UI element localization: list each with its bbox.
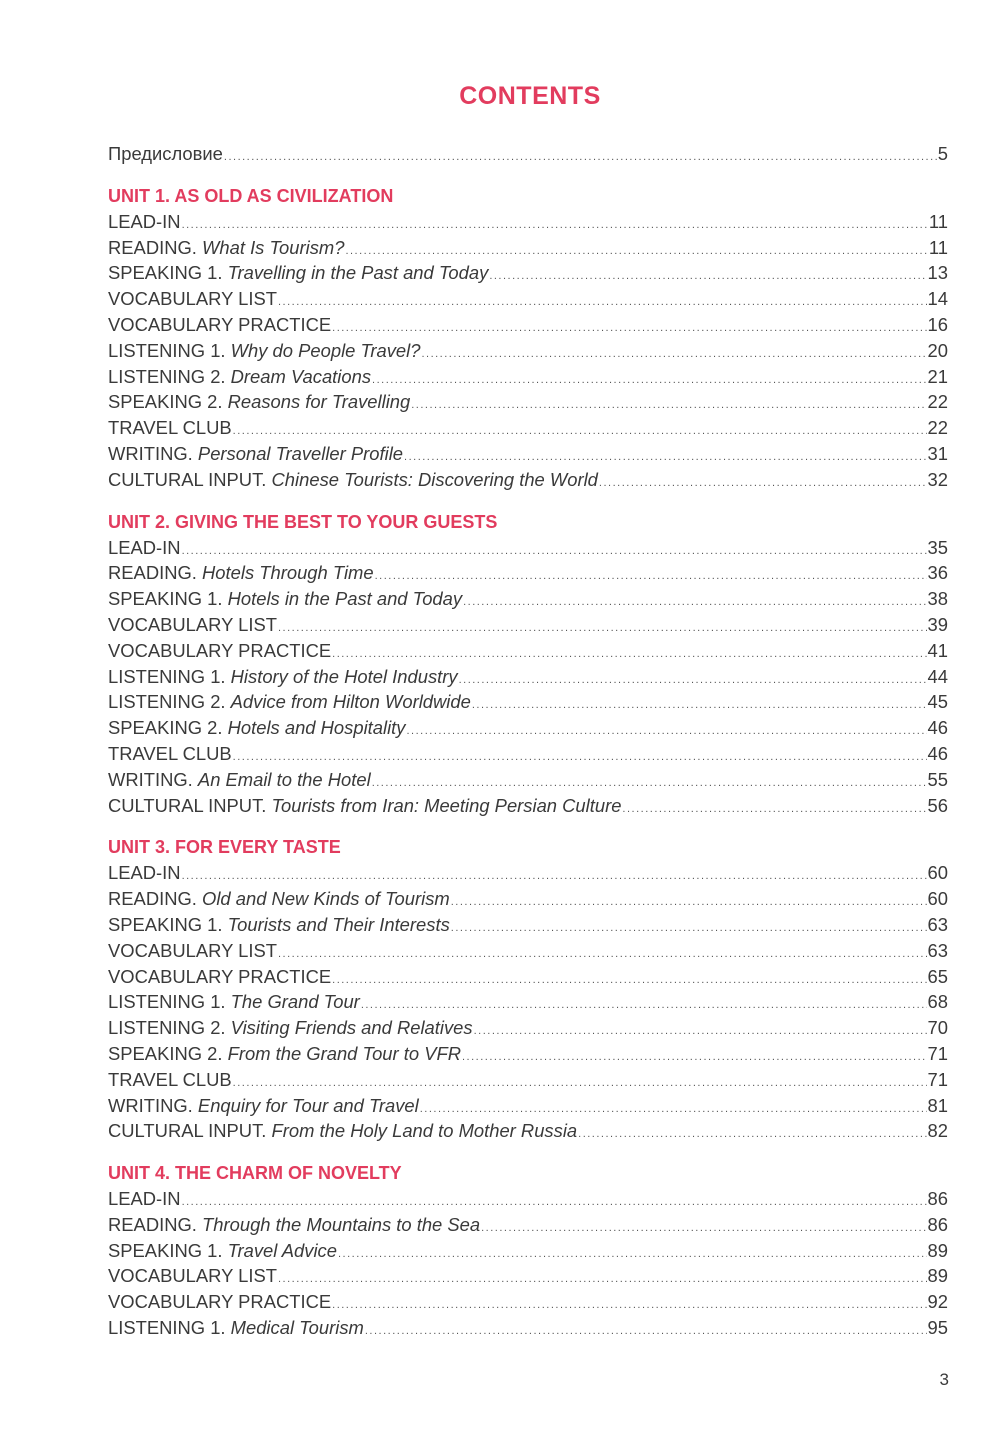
toc-entry-label: LISTENING 2. — [108, 691, 226, 713]
units-list — [108, 183, 948, 1341]
toc-entry-label: LEAD-IN — [108, 210, 181, 232]
toc-entry-title — [108, 1238, 337, 1264]
toc-entry-label: VOCABULARY LIST — [108, 613, 277, 635]
toc-entry-title — [108, 535, 181, 561]
toc-entry-title — [108, 1015, 473, 1041]
toc-entry-label: LISTENING 1. — [108, 665, 226, 687]
dot-leader — [332, 316, 926, 342]
toc-entry[interactable] — [108, 338, 948, 364]
toc-entry[interactable] — [108, 441, 948, 467]
toc-entry-label: SPEAKING 1. — [108, 588, 223, 610]
toc-entry[interactable] — [108, 715, 948, 741]
toc-entry[interactable] — [108, 286, 948, 312]
toc-entry[interactable] — [108, 638, 948, 664]
toc-entry-label: SPEAKING 1. — [108, 262, 223, 284]
toc-entry-page: 86 — [927, 1188, 948, 1210]
toc-entry[interactable] — [108, 389, 948, 415]
toc-entry-page: 46 — [927, 742, 948, 764]
toc-entry[interactable] — [108, 741, 948, 767]
toc-entry-subtitle: History of the Hotel Industry — [230, 665, 458, 687]
toc-entry-page: 44 — [927, 665, 948, 687]
toc-entry-page: 60 — [927, 862, 948, 884]
toc-entry-page: 65 — [927, 965, 948, 987]
toc-entry-page: 5 — [937, 143, 948, 164]
toc-entry-subtitle: Hotels Through Time — [202, 562, 374, 584]
dot-leader — [489, 264, 926, 290]
toc-entry-title — [108, 1289, 331, 1315]
dot-leader — [406, 719, 926, 745]
toc-entry-page: 68 — [927, 991, 948, 1013]
toc-entry-page: 39 — [927, 613, 948, 635]
toc-entry-page: 89 — [927, 1239, 948, 1261]
toc-entry-title — [108, 938, 277, 964]
toc-entry-subtitle: Dream Vacations — [230, 365, 372, 387]
toc-entry[interactable] — [108, 767, 948, 793]
toc-entry-label: READING. — [108, 236, 197, 258]
toc-entry-label: SPEAKING 2. — [108, 1042, 223, 1064]
toc-entry-title — [108, 793, 621, 819]
toc-entry[interactable] — [108, 1186, 948, 1212]
toc-entry-page: 95 — [927, 1317, 948, 1339]
toc-entry-title — [108, 886, 450, 912]
dot-leader — [421, 342, 926, 368]
toc-entry-page: 63 — [927, 939, 948, 961]
dot-leader — [278, 616, 927, 642]
toc-entry-subtitle: Why do People Travel? — [230, 339, 421, 361]
toc-entry-subtitle: Visiting Friends and Relatives — [230, 1017, 473, 1039]
toc-entry-label: VOCABULARY PRACTICE — [108, 965, 332, 987]
toc-entry-title — [108, 441, 403, 467]
toc-entry-page: 81 — [927, 1094, 948, 1116]
toc-entry-subtitle: What Is Tourism? — [202, 236, 345, 258]
toc-entry-title — [108, 664, 458, 690]
toc-entry-title — [108, 989, 360, 1015]
toc-entry-subtitle: The Grand Tour — [230, 991, 360, 1013]
dot-leader — [332, 1293, 926, 1319]
toc-entry-label: VOCABULARY PRACTICE — [108, 313, 332, 335]
toc-entry-page: 13 — [927, 262, 948, 284]
toc-entry[interactable] — [108, 1041, 948, 1067]
toc-entry-title — [108, 338, 420, 364]
toc-entry-subtitle: Hotels in the Past and Today — [227, 588, 463, 610]
toc-entry-label: SPEAKING 1. — [108, 913, 223, 935]
toc-entry-title — [108, 964, 331, 990]
unit-heading: UNIT 3. FOR EVERY TASTE — [108, 837, 341, 858]
toc-entry[interactable] — [108, 612, 948, 638]
dot-leader — [338, 1242, 927, 1268]
dot-leader — [411, 393, 926, 419]
toc-entry-subtitle: Through the Mountains to the Sea — [202, 1213, 481, 1235]
dot-leader — [481, 1216, 926, 1242]
toc-entry-label: VOCABULARY LIST — [108, 939, 277, 961]
toc-entry[interactable] — [108, 1015, 948, 1041]
toc-entry-title — [108, 715, 405, 741]
toc-entry-title — [108, 586, 462, 612]
toc-entry-label: LISTENING 1. — [108, 339, 226, 361]
toc-entry-title — [108, 741, 232, 767]
toc-entry-page: 71 — [927, 1042, 948, 1064]
toc-entry-page: 89 — [927, 1265, 948, 1287]
toc-entry-title — [108, 209, 181, 235]
toc-entry-page: 38 — [927, 588, 948, 610]
toc-entry-subtitle: Tourists from Iran: Meeting Persian Culture — [271, 794, 622, 816]
toc-entry[interactable] — [108, 1067, 948, 1093]
toc-entry-subtitle: Chinese Tourists: Discovering the World — [271, 468, 598, 490]
toc-entry[interactable] — [108, 415, 948, 441]
dot-leader — [462, 1045, 927, 1071]
toc-entry-title — [108, 235, 344, 261]
toc-entry-title — [108, 612, 277, 638]
toc-entry-page: 45 — [927, 691, 948, 713]
toc-entry-label: LISTENING 1. — [108, 991, 226, 1013]
toc-entry-label: CULTURAL INPUT. — [108, 794, 267, 816]
toc-entry[interactable] — [108, 964, 948, 990]
dot-leader — [599, 471, 927, 497]
toc-entry-page: 22 — [927, 417, 948, 439]
toc-entry-page: 71 — [927, 1068, 948, 1090]
toc-entry-subtitle: Enquiry for Tour and Travel — [197, 1094, 419, 1116]
toc-entry-title — [108, 560, 374, 586]
toc-entry-title — [108, 1212, 480, 1238]
toc-entry-label: VOCABULARY PRACTICE — [108, 1291, 332, 1313]
toc-entry-title — [108, 689, 471, 715]
toc-entry[interactable] — [108, 209, 948, 235]
toc-entry-subtitle: Tourists and Their Interests — [227, 913, 450, 935]
toc-entry-title — [108, 1186, 181, 1212]
toc-entry[interactable] — [108, 1238, 948, 1264]
dot-leader — [278, 290, 927, 316]
toc-entry-page: 22 — [927, 391, 948, 413]
toc-entry-label: CULTURAL INPUT. — [108, 1120, 267, 1142]
toc-entry-page: 11 — [928, 236, 948, 258]
dot-leader — [451, 890, 927, 916]
toc-entry-label: VOCABULARY PRACTICE — [108, 639, 332, 661]
toc-entry-label: WRITING. — [108, 768, 193, 790]
toc-entry-page: 16 — [927, 313, 948, 335]
toc-entry-title — [108, 364, 371, 390]
toc-entry-subtitle: Travel Advice — [227, 1239, 337, 1261]
toc-entry-subtitle: Advice from Hilton Worldwide — [230, 691, 471, 713]
toc-entry-label: READING. — [108, 1213, 197, 1235]
toc-entry-subtitle: Personal Traveller Profile — [197, 442, 404, 464]
unit-heading: UNIT 2. GIVING THE BEST TO YOUR GUESTS — [108, 511, 498, 532]
toc-entry[interactable] — [108, 312, 948, 338]
toc-entry-label: TRAVEL CLUB — [108, 1068, 232, 1090]
toc-entry-label: VOCABULARY LIST — [108, 288, 277, 310]
toc-entry-subtitle: Reasons for Travelling — [227, 391, 411, 413]
dot-leader — [278, 942, 927, 968]
toc-entry-title — [108, 1093, 419, 1119]
toc-entry-title — [108, 1067, 232, 1093]
dot-leader — [372, 368, 927, 394]
toc-entry[interactable] — [108, 1118, 948, 1144]
dot-leader — [365, 1319, 927, 1345]
toc-entry-label: WRITING. — [108, 1094, 193, 1116]
toc-entry-label: LISTENING 1. — [108, 1317, 226, 1339]
toc-entry-page: 35 — [927, 536, 948, 558]
toc-entry-label: LISTENING 2. — [108, 365, 226, 387]
toc-entry-subtitle: Hotels and Hospitality — [227, 717, 406, 739]
toc-entry-title — [108, 415, 232, 441]
toc-entry-page: 56 — [927, 794, 948, 816]
toc-entry[interactable] — [108, 1315, 948, 1341]
toc-entry[interactable] — [108, 560, 948, 586]
toc-entry-label: Предисловие — [108, 143, 223, 164]
toc-entry-page: 41 — [927, 639, 948, 661]
toc-entry-title — [108, 467, 598, 493]
dot-leader — [472, 693, 927, 719]
toc-entry-title — [108, 1263, 277, 1289]
toc-entry-label: LEAD-IN — [108, 862, 181, 884]
toc-entry[interactable] — [108, 586, 948, 612]
toc-entry[interactable] — [108, 689, 948, 715]
dot-leader — [463, 590, 926, 616]
toc-entry-title — [108, 912, 450, 938]
toc-entry-label: LEAD-IN — [108, 1188, 181, 1210]
toc-entry-title — [108, 141, 223, 167]
toc-entry[interactable] — [108, 1212, 948, 1238]
toc-entry[interactable] — [108, 886, 948, 912]
dot-leader — [474, 1019, 927, 1045]
toc-entry[interactable] — [108, 989, 948, 1015]
toc-entry-title — [108, 767, 371, 793]
toc-entry-label: TRAVEL CLUB — [108, 742, 232, 764]
page-number: 3 — [939, 1370, 949, 1389]
toc-entry[interactable] — [108, 793, 948, 819]
toc-entry[interactable] — [108, 467, 948, 493]
toc-entry[interactable] — [108, 1263, 948, 1289]
dot-leader — [578, 1122, 926, 1148]
toc-entry-title — [108, 1041, 461, 1067]
toc-entry-page: 86 — [927, 1213, 948, 1235]
dot-leader — [224, 145, 937, 171]
toc-entry-title — [108, 312, 331, 338]
toc-entry-label: READING. — [108, 888, 197, 910]
toc-entry-title — [108, 860, 181, 886]
toc-entry-label: READING. — [108, 562, 197, 584]
dot-leader — [622, 797, 926, 823]
toc-entry-label: LEAD-IN — [108, 536, 181, 558]
toc-entry[interactable] — [108, 364, 948, 390]
dot-leader — [459, 668, 927, 694]
toc-entry-subtitle: An Email to the Hotel — [197, 768, 371, 790]
toc-entry-title — [108, 286, 277, 312]
toc-entry-subtitle: Old and New Kinds of Tourism — [202, 888, 450, 910]
toc-entry-page: 11 — [928, 210, 948, 232]
toc-entry-label: LISTENING 2. — [108, 1017, 226, 1039]
toc-entry-page: 60 — [927, 888, 948, 910]
toc-entry-page: 70 — [927, 1017, 948, 1039]
toc-entry-page: 31 — [927, 442, 948, 464]
toc-entry-label: CULTURAL INPUT. — [108, 468, 267, 490]
toc-entry-page: 46 — [927, 717, 948, 739]
toc-entry-title — [108, 1315, 364, 1341]
unit-heading: UNIT 4. THE CHARM OF NOVELTY — [108, 1163, 402, 1184]
toc-entry[interactable] — [108, 912, 948, 938]
toc-entry[interactable] — [108, 535, 948, 561]
toc-entry-page: 32 — [927, 468, 948, 490]
toc-entry-subtitle: Travelling in the Past and Today — [227, 262, 489, 284]
toc-entry-subtitle: Medical Tourism — [230, 1317, 364, 1339]
toc-entry-label: TRAVEL CLUB — [108, 417, 232, 439]
toc-entry[interactable] — [108, 664, 948, 690]
toc-entry-page: 92 — [927, 1291, 948, 1313]
dot-leader — [451, 916, 927, 942]
page-title: CONTENTS — [459, 82, 601, 110]
toc-entry[interactable] — [108, 260, 948, 286]
toc-entry[interactable] — [108, 860, 948, 886]
toc-entry-page: 20 — [927, 339, 948, 361]
toc-entry-page: 36 — [927, 562, 948, 584]
toc-entry-title — [108, 1118, 577, 1144]
toc-entry[interactable] — [108, 1289, 948, 1315]
toc-entry-page: 82 — [927, 1120, 948, 1142]
toc-entry-subtitle: From the Holy Land to Mother Russia — [271, 1120, 578, 1142]
toc-entry-page: 14 — [927, 288, 948, 310]
toc-entry-label: SPEAKING 2. — [108, 717, 223, 739]
unit-heading: UNIT 1. AS OLD AS CIVILIZATION — [108, 185, 394, 206]
toc-entry[interactable] — [108, 1093, 948, 1119]
toc-entry-title — [108, 638, 331, 664]
table-of-contents — [108, 141, 948, 1341]
toc-entry-title — [108, 260, 488, 286]
toc-entry-label: SPEAKING 1. — [108, 1239, 223, 1261]
toc-entry-label: VOCABULARY LIST — [108, 1265, 277, 1287]
toc-entry[interactable] — [108, 938, 948, 964]
toc-entry[interactable] — [108, 235, 948, 261]
toc-entry-subtitle: From the Grand Tour to VFR — [227, 1042, 461, 1064]
dot-leader — [332, 968, 926, 994]
toc-entry-page: 63 — [927, 913, 948, 935]
toc-entry-title — [108, 389, 410, 415]
toc-entry-label: SPEAKING 2. — [108, 391, 223, 413]
toc-entry-page: 21 — [927, 365, 948, 387]
toc-entry-page: 55 — [927, 768, 948, 790]
toc-entry-label: WRITING. — [108, 442, 193, 464]
toc-entry-preface[interactable] — [108, 141, 948, 167]
dot-leader — [278, 1267, 927, 1293]
